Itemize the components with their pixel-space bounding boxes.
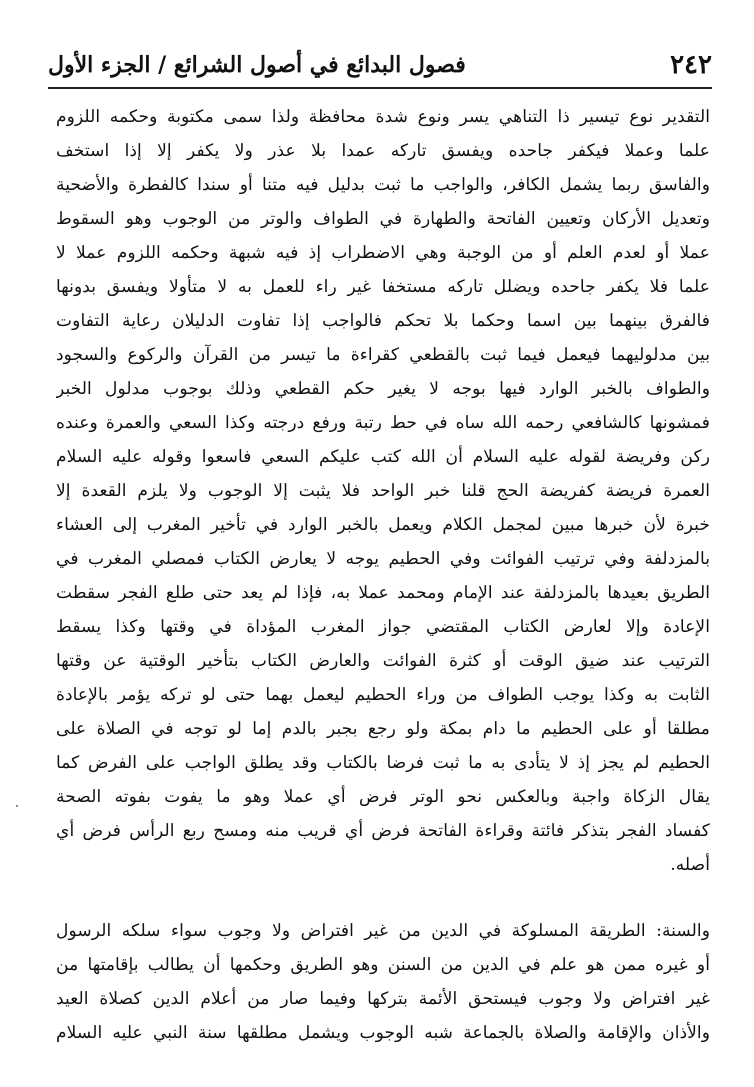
header-divider <box>48 87 712 89</box>
text-line: يقال الزكاة واجبة وبالعكس نحو الوتر فرض أي عملا وهو ما يفوت بفوته الصحة <box>56 787 710 807</box>
running-title: فصول البدائع في أصول الشرائع / الجزء الأول <box>48 52 466 78</box>
page-header <box>48 42 712 86</box>
text-line: وتعديل الأركان وتعيين الفاتحة والطهارة في الطواف والوتر من الوجوب وهو السقوط <box>56 209 710 229</box>
text-line: فالفرق بينهما بين اسما وحكما بلا تحكم فالواجب إذا تفاوت الدليلان رعاية التفاوت <box>56 311 710 331</box>
text-line: علما وعملا فيكفر جاحده ويفسق تاركه عمدا بلا عذر ولا يكفر إلا إذا استخف <box>56 141 710 161</box>
body-paragraph-2 <box>56 914 710 1050</box>
text-line: الإعادة وإلا لعارض الكتاب المقتضي جواز المغرب المؤداة في وقتها وكذا يسقط <box>56 617 710 637</box>
text-line: والأذان والإقامة والصلاة بالجماعة شبه الوجوب ويشمل مطلقها سنة النبي عليه السلام <box>56 1023 710 1043</box>
text-line: بالمزدلفة وفي ترتيب الفوائت وفي الحطيم يوجه لا يعارض الكتاب فمصلي المغرب في <box>56 549 710 569</box>
text-line: كفساد الفجر بتذكر فائتة وقراءة الفاتحة فرض أي قريب منه ومسح ربع الرأس فرض أي <box>56 821 710 841</box>
text-line: الترتيب عند ضيق الوقت أو كثرة الفوائت والعارض الكتاب بتأخير الوقتية عن وقتها <box>56 651 710 671</box>
text-line: أو غيره ممن هو علم في الدين من السنن وهو الطريق وحكمها أن يطالب بإقامتها من <box>56 955 710 975</box>
body-paragraph-1 <box>56 100 710 882</box>
text-line: والفاسق ربما يشمل الكافر، والواجب ما ثبت بدليل فيه متنا أو سندا كالفطرة والأضحية <box>56 175 710 195</box>
text-line: أصله. <box>670 855 710 875</box>
text-line: خبرة لأن خبرها مبين لمجمل الكلام ويعمل بالخبر الوارد في تأخير المغرب إلى العشاء <box>56 515 710 535</box>
text-line: عملا أو لعدم العلم أو من الوجبة وهي الاضطراب إذ فيه شبهة وحكمه اللزوم عملا لا <box>56 243 710 263</box>
text-line: التقدير نوع تيسير ذا التناهي يسر ونوع شدة محافظة ولذا سمى مكتوبة وحكمه اللزوم <box>56 107 710 127</box>
text-line: مطلقا أو على الحطيم ما دام بمكة ولو رجع بجبر بالدم إما لو توجه في الصلاة على <box>56 719 710 739</box>
text-line: ركن وفريضة لقوله عليه السلام أن الله كتب عليكم السعي فاسعوا وقوله عليه السلام <box>56 447 710 467</box>
text-line: بين مدلوليهما فيعمل فيما ثبت بالقطعي كقراءة ما تيسر من القرآن والركوع والسجود <box>56 345 710 365</box>
margin-mark <box>16 805 18 807</box>
text-line: والسنة: الطريقة المسلوكة في الدين من غير افتراض ولا وجوب سواء سلكه الرسول <box>56 921 710 941</box>
text-line: علما فلا يكفر جاحده ويضلل تاركه مستخفا غير راء للعمل به لا متأولا ويفسق بدونها <box>56 277 710 297</box>
text-line: غير افتراض ولا وجوب فيستحق الأئمة بتركها وفيما صار من أعلام الدين كصلاة العيد <box>56 989 710 1009</box>
text-line: الحطيم لم يجز إذ لا يتأدى به ما ثبت فرضا بالكتاب وقد يطلق الواجب على الفرض كما <box>56 753 710 773</box>
text-line: والطواف بالخبر الوارد فيها بوجه لا يغير حكم القطعي وذلك بوجوب مدلول الخبر <box>56 379 710 399</box>
text-line: فمشونها كالشافعي رحمه الله ساه في حط رتبة ورفع درجته وكذا السعي والعمرة وعنده <box>56 413 710 433</box>
text-line: الثابت به وكذا يوجب الطواف من وراء الحطيم ليعمل بهما حتى لو تركه يؤمر بالإعادة <box>56 685 710 705</box>
text-line: العمرة فريضة كفريضة الحج قلنا خبر الواحد فلا يثبت إلا الوجوب ولا يلزم القعدة إلا <box>56 481 710 501</box>
text-line: الطريق بعيدها بالمزدلفة عند الإمام ومحمد عملا به، فإذا لم يعد حتى طلع الفجر سقطت <box>56 583 710 603</box>
page-number: ٢٤٢ <box>670 50 712 80</box>
